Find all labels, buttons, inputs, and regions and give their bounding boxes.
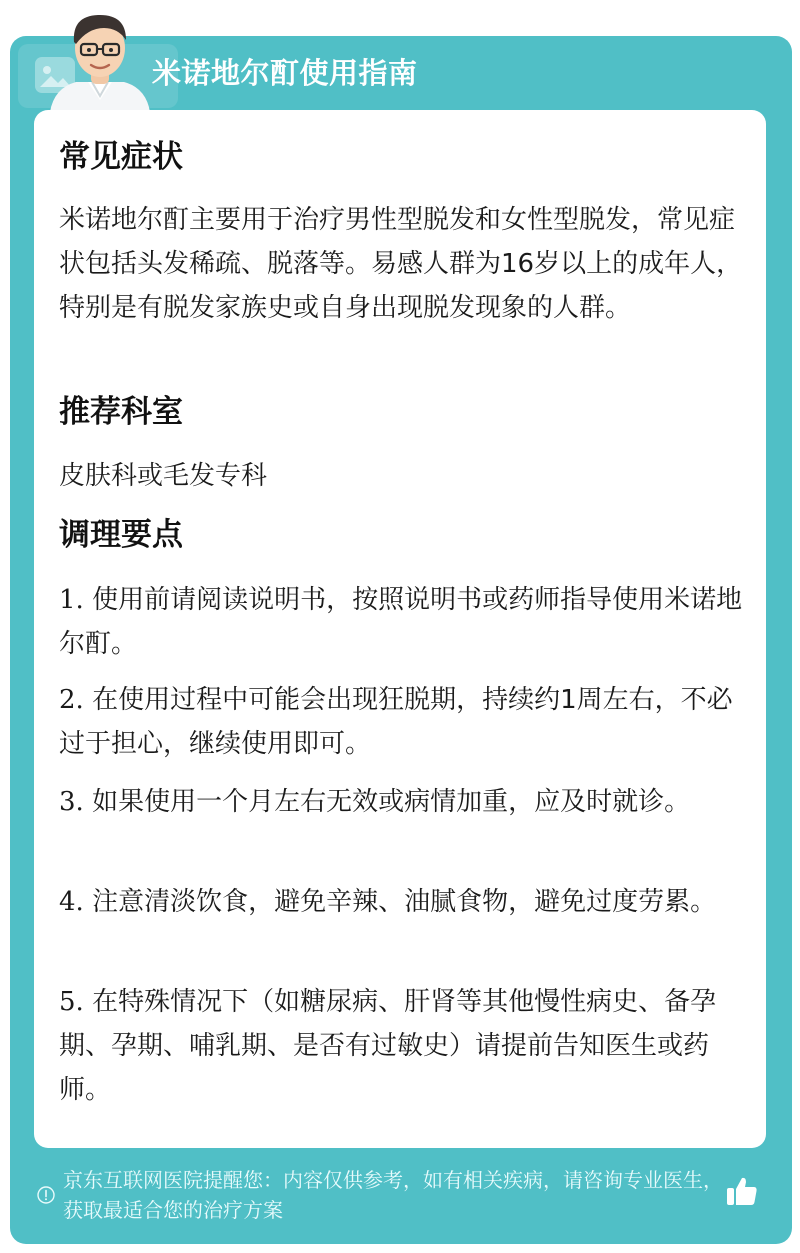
tip-number: 3. xyxy=(59,787,84,817)
content-card xyxy=(34,110,766,1148)
care-tip xyxy=(59,980,745,1112)
tip-text: 在特殊情况下（如糖尿病、肝肾等其他慢性病史、备孕期、孕期、哺乳期、是否有过敏史）请提前告知医生或药师。 xyxy=(59,987,717,1105)
symptoms-heading: 常见症状 xyxy=(59,139,183,175)
tip-text: 注意清淡饮食，避免辛辣、油腻食物，避免过度劳累。 xyxy=(92,887,717,917)
info-icon xyxy=(37,1186,55,1204)
doctor-avatar xyxy=(46,8,154,112)
page-title: 米诺地尔酊使用指南 xyxy=(152,56,418,90)
department-heading: 推荐科室 xyxy=(59,394,183,430)
care-tip xyxy=(59,880,716,924)
department-text: 皮肤科或毛发专科 xyxy=(59,461,268,491)
tip-text: 在使用过程中可能会出现狂脱期，持续约1周左右，不必过于担心，继续使用即可。 xyxy=(59,685,733,759)
tip-number: 4. xyxy=(59,887,84,917)
symptoms-text: 米诺地尔酊主要用于治疗男性型脱发和女性型脱发，常见症状包括头发稀疏、脱落等。易感人群为16岁以上的成年人，特别是有脱发家族史或自身出现脱发现象的人群。 xyxy=(59,205,743,323)
tip-number: 5. xyxy=(59,987,84,1017)
care-heading: 调理要点 xyxy=(59,517,183,553)
care-tip xyxy=(59,780,690,824)
tip-number: 1. xyxy=(59,585,84,615)
care-tip xyxy=(59,578,745,666)
disclaimer-text: 京东互联网医院提醒您：内容仅供参考，如有相关疾病，请咨询专业医生，获取最适合您的治疗方案 xyxy=(63,1168,723,1222)
tip-number: 2. xyxy=(59,685,84,715)
thumbs-up-icon[interactable] xyxy=(725,1174,759,1208)
tip-text: 使用前请阅读说明书，按照说明书或药师指导使用米诺地尔酊。 xyxy=(59,585,743,659)
tip-text: 如果使用一个月左右无效或病情加重，应及时就诊。 xyxy=(92,787,691,817)
care-tip xyxy=(59,678,745,766)
